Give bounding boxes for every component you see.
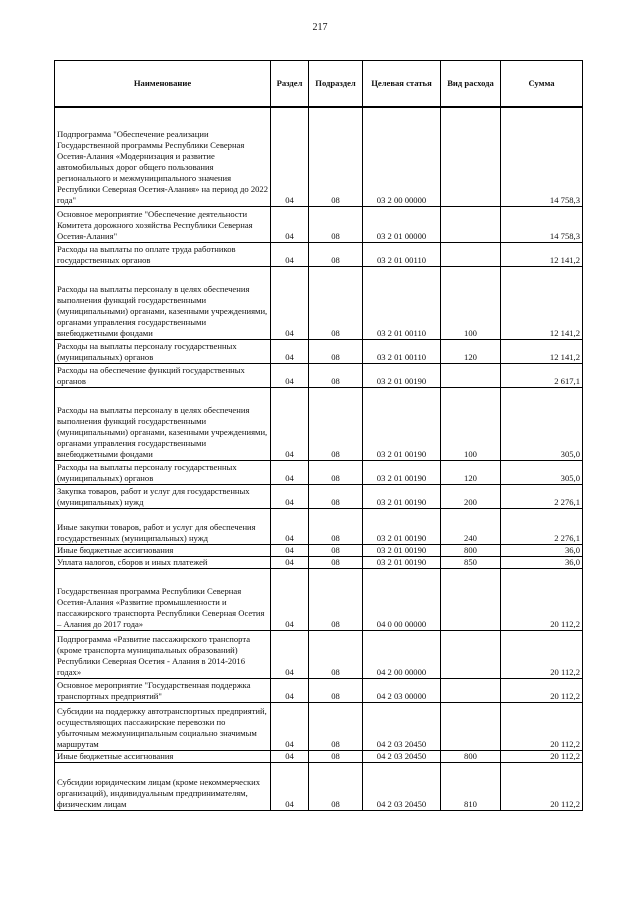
table-row [55,631,583,679]
row-sum: 305,0 [501,388,583,461]
row-target-article: 04 2 03 20450 [363,751,441,763]
row-expense-type: 850 [441,557,501,569]
row-razdel: 04 [271,545,309,557]
row-podrazdel: 08 [309,107,363,207]
row-target-article: 04 2 03 00000 [363,679,441,703]
row-podrazdel: 08 [309,461,363,485]
header-razdel: Раздел [271,61,309,108]
row-razdel: 04 [271,267,309,340]
row-sum: 20 112,2 [501,679,583,703]
row-expense-type: 100 [441,388,501,461]
row-podrazdel: 08 [309,243,363,267]
row-sum: 2 276,1 [501,509,583,545]
header-target-article: Целевая статья [363,61,441,108]
row-expense-type: 200 [441,485,501,509]
row-razdel: 04 [271,631,309,679]
row-expense-type [441,703,501,751]
row-razdel: 04 [271,243,309,267]
row-target-article: 03 2 01 00190 [363,545,441,557]
header-expense-type: Вид расхода [441,61,501,108]
row-target-article: 03 2 01 00110 [363,243,441,267]
table-row [55,267,583,340]
row-expense-type [441,679,501,703]
row-podrazdel: 08 [309,509,363,545]
row-name: Субсидии на поддержку автотранспортных предприятий, осуществляющих пассажирские перевозки по убыточным межмуниципальным социально значимым маршрутам [55,703,271,751]
row-name: Расходы на выплаты персоналу государственных (муниципальных) органов [55,340,271,364]
row-expense-type [441,107,501,207]
table-row [55,557,583,569]
row-target-article: 03 2 01 00110 [363,267,441,340]
row-name: Расходы на выплаты персоналу государственных (муниципальных) органов [55,461,271,485]
row-razdel: 04 [271,461,309,485]
row-name: Расходы на выплаты персоналу в целях обеспечения выполнения функций государственными (муниципальными) органами, казенными учреждениями, органами управления государственными внебюджетными фондами [55,388,271,461]
row-podrazdel: 08 [309,679,363,703]
row-expense-type [441,243,501,267]
row-razdel: 04 [271,364,309,388]
row-podrazdel: 08 [309,763,363,811]
row-podrazdel: 08 [309,485,363,509]
table-row [55,545,583,557]
row-podrazdel: 08 [309,388,363,461]
row-expense-type: 120 [441,461,501,485]
row-sum: 20 112,2 [501,703,583,751]
row-sum: 20 112,2 [501,751,583,763]
row-expense-type [441,207,501,243]
row-name: Иные бюджетные ассигнования [55,751,271,763]
row-expense-type: 800 [441,751,501,763]
row-expense-type: 100 [441,267,501,340]
row-sum: 2 276,1 [501,485,583,509]
row-target-article: 03 2 01 00190 [363,364,441,388]
row-podrazdel: 08 [309,557,363,569]
budget-table [54,60,583,811]
table-row [55,763,583,811]
header-podrazdel: Подраздел [309,61,363,108]
row-podrazdel: 08 [309,703,363,751]
row-sum: 12 141,2 [501,267,583,340]
header-name: Наименование [55,61,271,108]
row-target-article: 03 2 01 00110 [363,340,441,364]
table-body [55,107,583,811]
row-name: Расходы на обеспечение функций государственных органов [55,364,271,388]
row-podrazdel: 08 [309,340,363,364]
table-row [55,569,583,631]
row-expense-type: 800 [441,545,501,557]
row-target-article: 03 2 01 00190 [363,388,441,461]
row-podrazdel: 08 [309,207,363,243]
table-row [55,107,583,207]
row-name: Закупка товаров, работ и услуг для государственных (муниципальных) нужд [55,485,271,509]
row-expense-type [441,569,501,631]
header-sum: Сумма [501,61,583,108]
row-expense-type: 810 [441,763,501,811]
row-razdel: 04 [271,751,309,763]
row-podrazdel: 08 [309,631,363,679]
row-target-article: 03 2 01 00190 [363,461,441,485]
table-row [55,340,583,364]
table-row [55,207,583,243]
row-podrazdel: 08 [309,267,363,340]
row-target-article: 03 2 01 00190 [363,557,441,569]
row-target-article: 03 2 00 00000 [363,107,441,207]
row-razdel: 04 [271,569,309,631]
row-razdel: 04 [271,207,309,243]
row-sum: 12 141,2 [501,243,583,267]
table-row [55,509,583,545]
row-razdel: 04 [271,679,309,703]
page-number: 217 [312,22,328,33]
row-expense-type: 240 [441,509,501,545]
table-row [55,243,583,267]
row-expense-type [441,631,501,679]
row-sum: 14 758,3 [501,207,583,243]
row-name: Государственная программа Республики Северная Осетия-Алания «Развитие промышленности и пассажирского транспорта Республики Северная Осетия – Алания до 2017 года» [55,569,271,631]
row-name: Расходы на выплаты по оплате труда работников государственных органов [55,243,271,267]
row-sum: 20 112,2 [501,631,583,679]
row-expense-type [441,364,501,388]
row-podrazdel: 08 [309,751,363,763]
row-name: Расходы на выплаты персоналу в целях обеспечения выполнения функций государственными (муниципальными) органами, казенными учреждениями, органами управления государственными внебюджетными фондами [55,267,271,340]
row-target-article: 04 2 00 00000 [363,631,441,679]
row-sum: 36,0 [501,545,583,557]
row-sum: 14 758,3 [501,107,583,207]
row-name: Иные бюджетные ассигнования [55,545,271,557]
row-target-article: 03 2 01 00190 [363,509,441,545]
row-razdel: 04 [271,703,309,751]
row-podrazdel: 08 [309,569,363,631]
row-sum: 36,0 [501,557,583,569]
row-target-article: 03 2 01 00190 [363,485,441,509]
row-name: Иные закупки товаров, работ и услуг для обеспечения государственных (муниципальных) нужд [55,509,271,545]
table-row [55,388,583,461]
row-razdel: 04 [271,763,309,811]
row-razdel: 04 [271,557,309,569]
row-target-article: 04 2 03 20450 [363,703,441,751]
row-sum: 20 112,2 [501,763,583,811]
row-name: Основное мероприятие "Обеспечение деятельности Комитета дорожного хозяйства Республики Северная Осетия-Алания" [55,207,271,243]
row-name: Субсидии юридическим лицам (кроме некоммерческих организаций), индивидуальным предпринимателям, физическим лицам [55,763,271,811]
row-name: Основное мероприятие "Государственная поддержка транспортных предприятий" [55,679,271,703]
row-razdel: 04 [271,485,309,509]
row-razdel: 04 [271,340,309,364]
row-sum: 305,0 [501,461,583,485]
table-row [55,751,583,763]
row-podrazdel: 08 [309,364,363,388]
row-sum: 12 141,2 [501,340,583,364]
row-target-article: 04 0 00 00000 [363,569,441,631]
row-name: Подпрограмма "Обеспечение реализации Государственной программы Республики Северная Осетия-Алания «Модернизация и развитие автомобильных дорог общего пользования регионального и межмуниципального значения Республики Северная Осетия-Алания» на период до 2022 года" [55,107,271,207]
table-row [55,364,583,388]
row-sum: 2 617,1 [501,364,583,388]
row-sum: 20 112,2 [501,569,583,631]
row-name: Уплата налогов, сборов и иных платежей [55,557,271,569]
table-row [55,703,583,751]
row-target-article: 03 2 01 00000 [363,207,441,243]
row-razdel: 04 [271,107,309,207]
row-razdel: 04 [271,388,309,461]
row-razdel: 04 [271,509,309,545]
row-expense-type: 120 [441,340,501,364]
table-row [55,679,583,703]
row-name: Подпрограмма «Развитие пассажирского транспорта (кроме транспорта муниципальных образований) Республики Северная Осетия - Алания в 2014-2016 годах» [55,631,271,679]
table-header-row [55,61,583,108]
row-podrazdel: 08 [309,545,363,557]
table-row [55,461,583,485]
table-row [55,485,583,509]
row-target-article: 04 2 03 20450 [363,763,441,811]
